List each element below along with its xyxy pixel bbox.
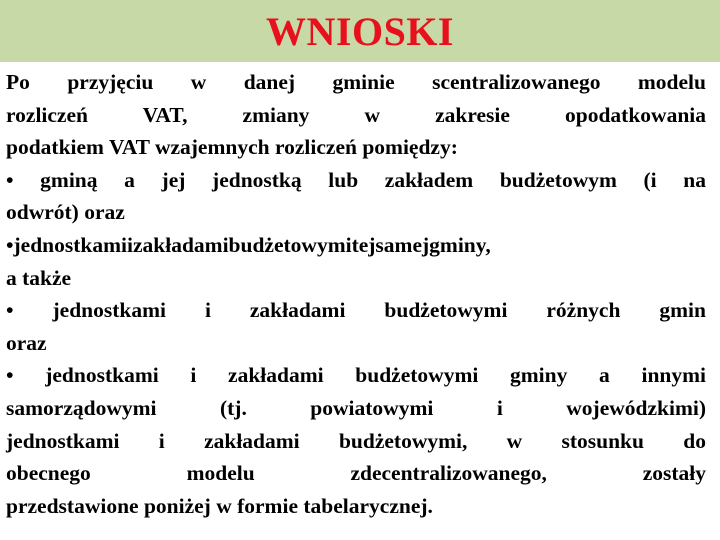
body-line: oraz [6, 330, 47, 355]
body-line: • jednostkami i zakładami budżetowymi różnych gmin [6, 298, 706, 323]
body-line: podatkiem VAT wzajemnych rozliczeń pomiędzy: [6, 135, 458, 160]
body-line: obecnego modelu zdecentralizowanego, zostały [6, 461, 706, 486]
body-line: przedstawione poniżej w formie tabelarycznej. [6, 493, 433, 518]
body-line: a także [6, 265, 72, 290]
title-bar [0, 0, 720, 62]
body-line: odwrót) oraz [6, 200, 125, 225]
body-line: rozliczeń VAT, zmiany w zakresie opodatkowania [6, 102, 706, 127]
body-line: jednostkami i zakładami budżetowymi, w stosunku do [6, 428, 706, 453]
body-line: • gminą a jej jednostką lub zakładem budżetowym (i na [6, 167, 706, 192]
body-line: Po przyjęciu w danej gminie scentralizowanego modelu [6, 70, 706, 94]
body-line: • jednostkami i zakładami budżetowymi gminy a innymi [6, 363, 706, 388]
body-line: samorządowymi (tj. powiatowymi i wojewódzkimi) [6, 395, 706, 420]
body-text [6, 66, 706, 522]
slide-title: WNIOSKI [266, 8, 454, 54]
body-line: •jednostkamiizakładamibudżetowymitejsamejgminy, [6, 232, 491, 257]
